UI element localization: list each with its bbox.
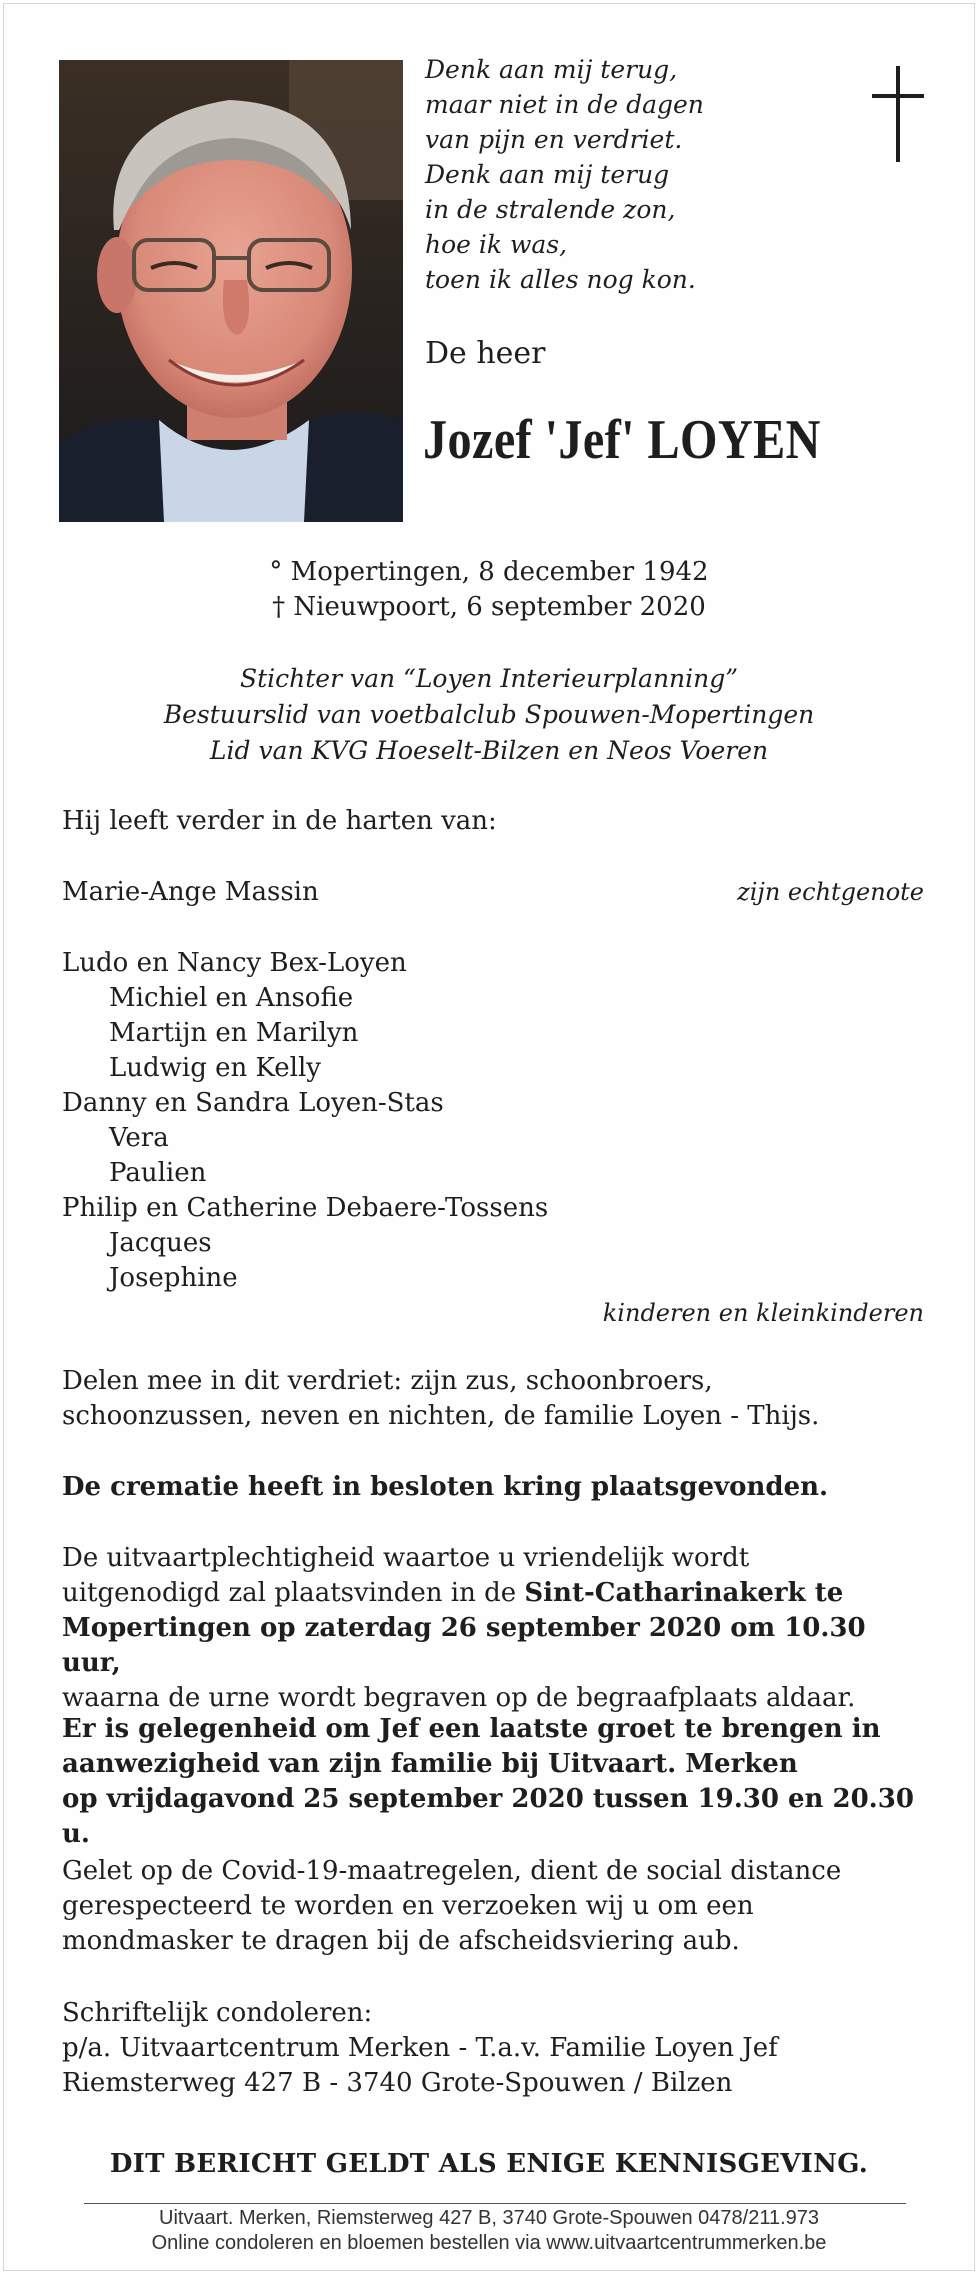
poem-line: Denk aan mij terug,: [425, 55, 678, 84]
cremation-notice: [62, 1470, 924, 1505]
share-line: schoonzussen, neven en nichten, de familie Loyen - Thijs.: [62, 1401, 820, 1431]
intro-text: Hij leeft verder in de harten van:: [62, 806, 497, 836]
roles: [4, 661, 974, 769]
covid-line: gerespecteerd te worden en verzoeken wij u om een: [62, 1891, 754, 1921]
deceased-name: Jozef 'Jef' LOYEN: [423, 409, 821, 471]
role-line: Bestuurslid van voetbalclub Spouwen-Mopertingen: [163, 700, 815, 729]
poem-line: maar niet in de dagen: [425, 90, 704, 119]
family-member: Ludwig en Kelly: [109, 1053, 321, 1083]
role-line: Stichter van “Loyen Interieurplanning”: [239, 664, 739, 693]
life-dates: [4, 555, 974, 625]
ceremony-line: [62, 1611, 924, 1681]
visit-paragraph: [62, 1712, 924, 1852]
footer-line: Uitvaart. Merken, Riemsterweg 427 B, 3740 Grote-Spouwen 0478/211.973: [159, 2207, 819, 2229]
portrait-photo: [59, 60, 403, 522]
family-member: Danny en Sandra Loyen-Stas: [62, 1088, 444, 1118]
footer-line: Online condoleren en bloemen bestellen via www.uitvaartcentrummerken.be: [151, 2232, 827, 2254]
footer-divider: [84, 2203, 906, 2204]
spouse-relation: zijn echtgenote: [737, 878, 924, 906]
family-member: Paulien: [109, 1158, 207, 1188]
family-member: Vera: [109, 1123, 169, 1153]
birth-date: ° Mopertingen, 8 december 1942: [269, 557, 709, 587]
family-relation: kinderen en kleinkinderen: [602, 1299, 924, 1327]
ceremony-line: De uitvaartplechtigheid waartoe u vriendelijk wordt: [62, 1543, 750, 1573]
poem-line: hoe ik was,: [425, 230, 568, 259]
share-paragraph: [62, 1364, 924, 1434]
covid-line: mondmasker te dragen bij de afscheidsviering aub.: [62, 1926, 740, 1956]
family-member: Philip en Catherine Debaere-Tossens: [62, 1193, 549, 1223]
share-line: Delen mee in dit verdriet: zijn zus, schoonbroers,: [62, 1366, 713, 1396]
family-member: Jacques: [109, 1228, 212, 1258]
ceremony-church: Sint-Catharinakerk te: [524, 1578, 844, 1608]
cremation-text: De crematie heeft in besloten kring plaatsgevonden.: [62, 1472, 829, 1502]
ceremony-line: waarna de urne wordt begraven op de begraafplaats aldaar.: [62, 1683, 856, 1713]
condolence-paragraph: [62, 1996, 924, 2101]
ceremony-date: Mopertingen op zaterdag 26 september 2020 om 10.30 uur,: [62, 1613, 866, 1678]
family-member: Josephine: [109, 1263, 238, 1293]
family-member: Ludo en Nancy Bex-Loyen: [62, 948, 407, 978]
role-line: Lid van KVG Hoeselt-Bilzen en Neos Voeren: [209, 736, 769, 765]
spouse-name: Marie-Ange Massin: [62, 877, 319, 907]
visit-line: Er is gelegenheid om Jef een laatste groet te brengen in: [62, 1714, 881, 1744]
family-list: [62, 946, 924, 1331]
ceremony-paragraph: [62, 1541, 924, 1716]
poem-line: van pijn en verdriet.: [425, 125, 683, 154]
poem-line: Denk aan mij terug: [425, 160, 670, 189]
covid-line: Gelet op de Covid-19-maatregelen, dient de social distance: [62, 1856, 842, 1886]
condolence-line: Schriftelijk condoleren:: [62, 1998, 373, 2028]
spouse-row: [62, 875, 924, 910]
cross-icon: [872, 66, 924, 166]
death-date: † Nieuwpoort, 6 september 2020: [272, 592, 706, 622]
ceremony-line: [62, 1576, 924, 1611]
visit-line: aanwezigheid van zijn familie bij Uitvaart. Merken: [62, 1749, 798, 1779]
poem-line: in de stralende zon,: [425, 195, 676, 224]
visit-line: op vrijdagavond 25 september 2020 tussen 19.30 en 20.30 u.: [62, 1784, 914, 1849]
family-member: Martijn en Marilyn: [109, 1018, 359, 1048]
ceremony-text: uitgenodigd zal plaatsvinden in de: [62, 1578, 525, 1608]
covid-paragraph: [62, 1854, 924, 1959]
honorific: De heer: [425, 336, 546, 371]
poem: [425, 52, 704, 297]
obituary-card: [3, 3, 975, 2271]
footer: [4, 2206, 974, 2256]
condolence-line: p/a. Uitvaartcentrum Merken - T.a.v. Familie Loyen Jef: [62, 2033, 778, 2063]
final-notice: DIT BERICHT GELDT ALS ENIGE KENNISGEVING.: [109, 2149, 869, 2179]
family-member: Michiel en Ansofie: [109, 983, 354, 1013]
poem-line: toen ik alles nog kon.: [425, 265, 696, 294]
condolence-line: Riemsterweg 427 B - 3740 Grote-Spouwen / Bilzen: [62, 2068, 733, 2098]
